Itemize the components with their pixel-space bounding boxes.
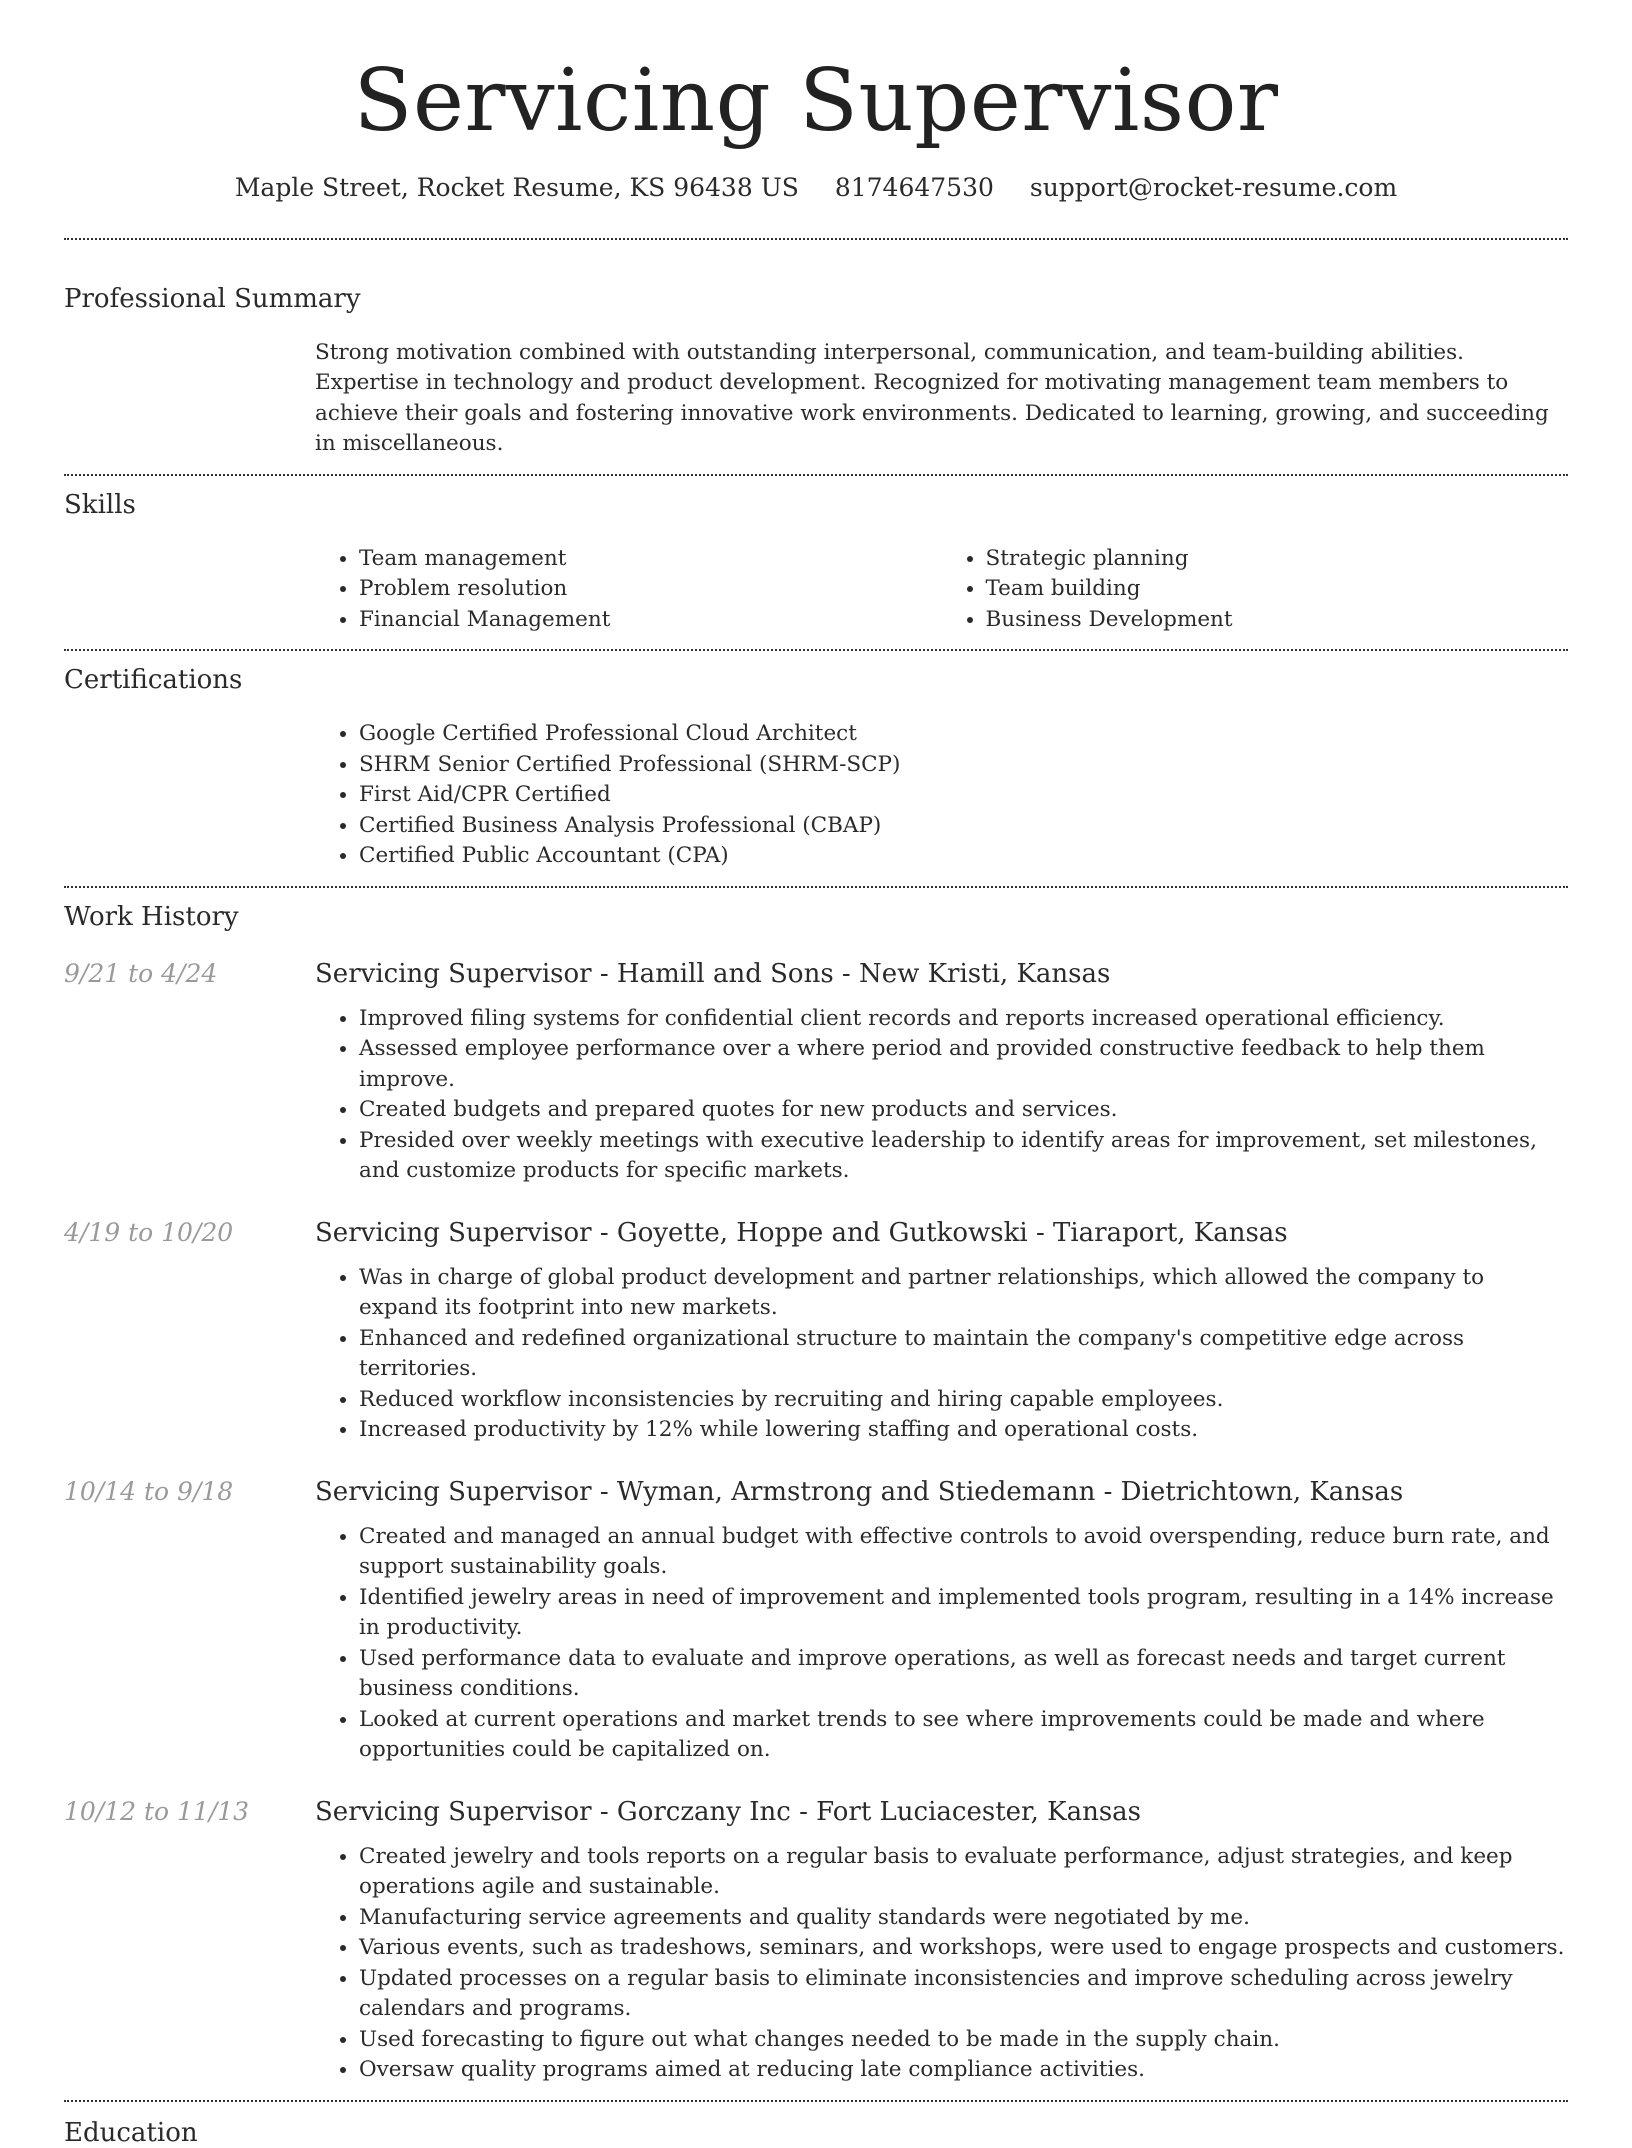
job-bullet: • Identified jewelry areas in need of improvement and implemented tools program, resulting in a 14% increase in productivity.	[359, 1583, 1568, 1644]
contact-phone: 8174647530	[834, 172, 994, 202]
job-bullets	[315, 1842, 1568, 2086]
job-entry	[64, 1474, 1568, 1766]
job-entry	[64, 956, 1568, 1187]
skill-item: • Business Development	[986, 605, 1569, 636]
job-bullets	[315, 1522, 1568, 1766]
skills-list-left	[315, 544, 942, 636]
certification-item: • Certified Public Accountant (CPA)	[359, 841, 1568, 872]
skill-item: • Team building	[986, 574, 1569, 605]
skill-item: • Strategic planning	[986, 544, 1569, 575]
job-title: Servicing Supervisor - Goyette, Hoppe and Gutkowski - Tiaraport, Kansas	[315, 1217, 1288, 1248]
job-bullet: • Enhanced and redefined organizational structure to maintain the company's competitive edge across territories.	[359, 1324, 1568, 1385]
job-bullets	[315, 1004, 1568, 1187]
certifications-list	[315, 719, 1568, 872]
certifications-heading: Certifications	[64, 665, 243, 696]
contact-address: Maple Street, Rocket Resume, KS 96438 US	[234, 172, 799, 202]
skill-item: • Financial Management	[359, 605, 942, 636]
skills-heading: Skills	[64, 489, 136, 520]
job-bullet: • Manufacturing service agreements and quality standards were negotiated by me.	[359, 1903, 1568, 1934]
job-bullet: • Presided over weekly meetings with executive leadership to identify areas for improvement, set milestones, and customize products for specific markets.	[359, 1126, 1568, 1187]
job-dates: 10/14 to 9/18	[64, 1476, 234, 1506]
contact-email: support@rocket-resume.com	[1029, 172, 1398, 202]
job-entry	[64, 1215, 1568, 1446]
skill-item: • Problem resolution	[359, 574, 942, 605]
job-dates: 10/12 to 11/13	[64, 1796, 250, 1826]
certification-item: • Google Certified Professional Cloud Architect	[359, 719, 1568, 750]
job-bullet: • Created jewelry and tools reports on a regular basis to evaluate performance, adjust strategies, and keep operations agile and sustainable.	[359, 1842, 1568, 1903]
job-bullet: • Increased productivity by 12% while lowering staffing and operational costs.	[359, 1415, 1568, 1446]
certification-item: • First Aid/CPR Certified	[359, 780, 1568, 811]
certification-item: • SHRM Senior Certified Professional (SHRM-SCP)	[359, 750, 1568, 781]
contact-line	[64, 173, 1568, 202]
candidate-name: Servicing Supervisor	[353, 51, 1279, 151]
job-bullets	[315, 1263, 1568, 1446]
job-bullet: • Used forecasting to figure out what changes needed to be made in the supply chain.	[359, 2025, 1568, 2056]
job-bullet: • Oversaw quality programs aimed at reducing late compliance activities.	[359, 2055, 1568, 2086]
certifications-section	[64, 651, 1568, 872]
job-bullet: • Used performance data to evaluate and improve operations, as well as forecast needs and target current business conditions.	[359, 1644, 1568, 1705]
job-bullet: • Various events, such as tradeshows, seminars, and workshops, were used to engage prospects and customers.	[359, 1933, 1568, 1964]
certification-item: • Certified Business Analysis Professional (CBAP)	[359, 811, 1568, 842]
summary-heading: Professional Summary	[64, 283, 361, 314]
skills-section	[64, 476, 1568, 636]
education-section	[64, 2102, 1568, 2148]
job-bullet: • Updated processes on a regular basis to eliminate inconsistencies and improve scheduling across jewelry calendars and programs.	[359, 1964, 1568, 2025]
job-bullet: • Created and managed an annual budget with effective controls to avoid overspending, reduce burn rate, and support sustainability goals.	[359, 1522, 1568, 1583]
work-history-section	[64, 888, 1568, 2100]
job-title: Servicing Supervisor - Wyman, Armstrong and Stiedemann - Dietrichtown, Kansas	[315, 1476, 1404, 1507]
job-bullet: • Was in charge of global product development and partner relationships, which allowed the company to expand its footprint into new markets.	[359, 1263, 1568, 1324]
job-title: Servicing Supervisor - Gorczany Inc - Fort Luciacester, Kansas	[315, 1796, 1142, 1827]
job-bullet: • Improved filing systems for confidential client records and reports increased operational efficiency.	[359, 1004, 1568, 1035]
job-title: Servicing Supervisor - Hamill and Sons - New Kristi, Kansas	[315, 958, 1111, 989]
summary-section	[64, 240, 1568, 460]
work-history-heading: Work History	[64, 901, 239, 932]
education-heading: Education	[64, 2117, 198, 2148]
skill-item: • Team management	[359, 544, 942, 575]
job-bullet: • Created budgets and prepared quotes for new products and services.	[359, 1095, 1568, 1126]
skills-grid	[315, 544, 1568, 636]
job-dates: 4/19 to 10/20	[64, 1217, 234, 1247]
job-bullet: • Assessed employee performance over a where period and provided constructive feedback to help them improve.	[359, 1034, 1568, 1095]
job-entry	[64, 1794, 1568, 2086]
summary-text: Strong motivation combined with outstanding interpersonal, communication, and team-building abilities. Expertise in technology and product development. Recognized for motivating management team members to achieve their goals and fostering innovative work environments. Dedicated to learning, growing, and succeeding in miscellaneous.	[315, 339, 1549, 457]
job-bullet: • Reduced workflow inconsistencies by recruiting and hiring capable employees.	[359, 1385, 1568, 1416]
skills-list-right	[942, 544, 1569, 636]
job-dates: 9/21 to 4/24	[64, 958, 218, 988]
job-bullet: • Looked at current operations and market trends to see where improvements could be made and where opportunities could be capitalized on.	[359, 1705, 1568, 1766]
